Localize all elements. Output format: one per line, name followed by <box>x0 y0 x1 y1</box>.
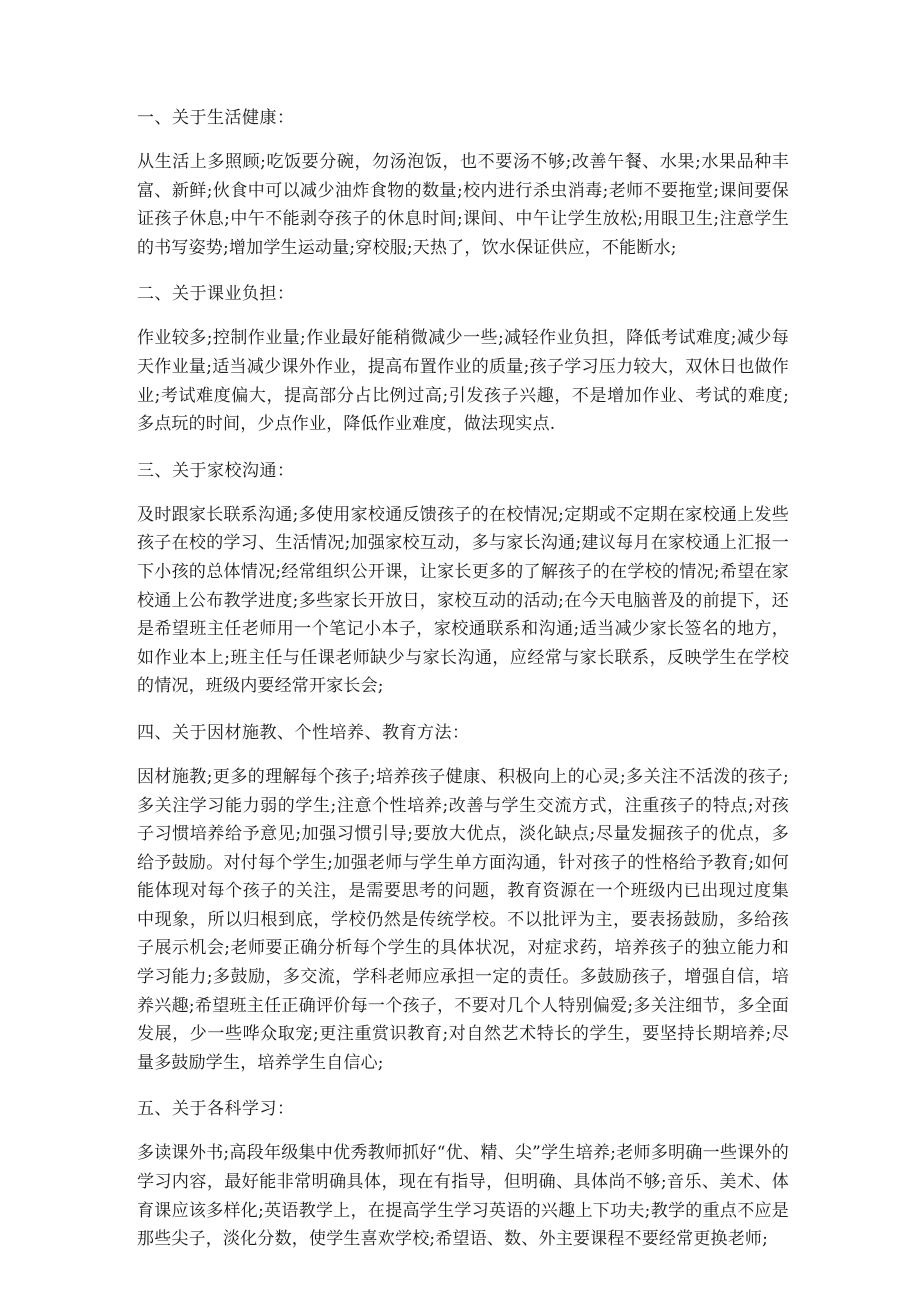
section-body: 及时跟家长联系沟通;多使用家校通反馈孩子的在校情况;定期或不定期在家校通上发些孩子在校的学习、生活情况;加强家校互动，多与家长沟通;建议每月在家校通上汇报一下小孩的总体情况;经常组织公开课，让家长更多的了解孩子的在学校的情况;希望在家校通上公布教学进度;多些家长开放日，家校互动的活动;在今天电脑普及的前提下，还是希望班主任老师用一个笔记小本子，家校通联系和沟通;适当减少家长签名的地方，如作业本上;班主任与任课老师缺少与家长沟通，应经常与家长联系，反映学生在学校的情况，班级内要经常开家长会; <box>137 504 789 697</box>
section-heading: 四、关于因材施教、个性培养、教育方法： <box>137 722 470 743</box>
section-heading: 二、关于课业负担： <box>137 284 295 305</box>
section-heading: 五、关于各科学习： <box>137 1099 295 1120</box>
section-home-school-communication <box>137 457 789 701</box>
section-heading: 三、关于家校沟通： <box>137 460 295 481</box>
section-body: 作业较多;控制作业量;作业最好能稍微减少一些;减轻作业负担，降低考试难度;减少每天作业量;适当减少课外作业，提高布置作业的质量;孩子学习压力较大，双休日也做作业;考试难度偏大，提高部分占比例过高;引发孩子兴趣，不是增加作业、考试的难度;多点玩的时间，少点作业，降低作业难度，做法现实点. <box>137 328 789 435</box>
section-individualized-teaching <box>137 719 789 1078</box>
document-page <box>137 104 789 1272</box>
section-homework-burden <box>137 280 789 438</box>
section-living-health <box>137 104 789 262</box>
section-body: 从生活上多照顾;吃饭要分碗，勿汤泡饭，也不要汤不够;改善午餐、水果;水果品种丰富、新鲜;伙食中可以减少油炸食物的数量;校内进行杀虫消毒;老师不要拖堂;课间要保证孩子休息;中午不能剥夺孩子的休息时间;课间、中午让学生放松;用眼卫生;注意学生的书写姿势;增加学生运动量;穿校服;天热了，饮水保证供应，不能断水; <box>137 152 789 258</box>
section-subject-learning <box>137 1095 789 1253</box>
section-body: 因材施教;更多的理解每个孩子;培养孩子健康、积极向上的心灵;多关注不活泼的孩子;多关注学习能力弱的学生;注意个性培养;改善与学生交流方式，注重孩子的特点;对孩子习惯培养给予意见;加强习惯引导;要放大优点，淡化缺点;尽量发掘孩子的优点，多给予鼓励。对付每个学生;加强老师与学生单方面沟通，针对孩子的性格给予教育;如何能体现对每个孩子的关注，是需要思考的问题，教育资源在一个班级内已出现过度集中现象，所以归根到底，学校仍然是传统学校。不以批评为主，要表扬鼓励，多给孩子展示机会;老师要正确分析每个学生的具体状况，对症求药，培养孩子的独立能力和学习能力;多鼓励，多交流，学科老师应承担一定的责任。多鼓励孩子，增强自信，培养兴趣;希望班主任正确评价每一个孩子，不要对几个人特别偏爱;多关注细节，多全面发展，少一些哗众取宠;更注重赏识教育;对自然艺术特长的学生，要坚持长期培养;尽量多鼓励学生，培养学生自信心; <box>137 766 789 1073</box>
section-body: 多读课外书;高段年级集中优秀教师抓好“优、精、尖”学生培养;老师多明确一些课外的学习内容，最好能非常明确具体，现在有指导，但明确、具体尚不够;音乐、美术、体育课应该多样化;英语教学上，在提高学生学习英语的兴趣上下功夫;教学的重点不应是那些尖子，淡化分数，使学生喜欢学校;希望语、数、外主要课程不要经常更换老师; <box>137 1143 789 1250</box>
section-heading: 一、关于生活健康： <box>137 108 295 128</box>
